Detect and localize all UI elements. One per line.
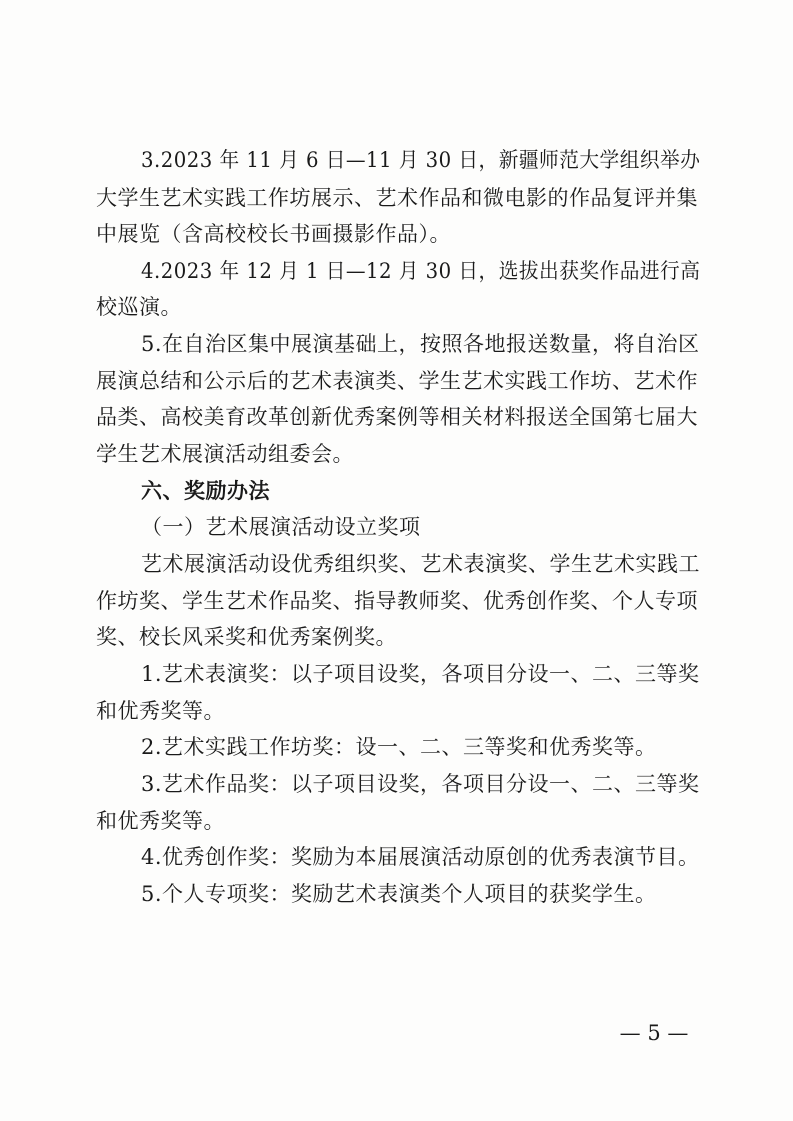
award-item-5: 5.个人专项奖：奖励艺术表演类个人项目的获奖学生。 <box>141 882 657 906</box>
section-heading-rewards: 六、奖励办法 <box>141 479 270 503</box>
award-item-3-line-1: 3.艺术作品奖：以子项目设奖，各项目分设一、二、三等奖 <box>141 772 700 796</box>
paragraph-4-line-1: 4.2023 年 12 月 1 日—12 月 30 日，选拔出获奖作品进行高 <box>141 259 701 283</box>
awards-intro-line-3: 奖、校长风采奖和优秀案例奖。 <box>96 625 397 649</box>
award-item-2: 2.艺术实践工作坊奖：设一、二、三等奖和优秀奖等。 <box>141 735 657 759</box>
paragraph-3-line-1: 3.2023 年 11 月 6 日—11 月 30 日，新疆师范大学组织举办 <box>141 148 701 172</box>
subsection-heading-awards: （一）艺术展演活动设立奖项 <box>141 515 421 539</box>
award-item-1-line-2: 和优秀奖等。 <box>96 699 225 723</box>
paragraph-5-line-4: 学生艺术展演活动组委会。 <box>96 442 354 466</box>
paragraph-5-line-2: 展演总结和公示后的艺术表演类、学生艺术实践工作坊、艺术作 <box>96 369 698 393</box>
paragraph-3-line-2: 大学生艺术实践工作坊展示、艺术作品和微电影的作品复评并集 <box>96 186 698 210</box>
page-number: — 5 — <box>619 1021 689 1045</box>
award-item-3-line-2: 和优秀奖等。 <box>96 809 225 833</box>
awards-intro-line-1: 艺术展演活动设优秀组织奖、艺术表演奖、学生艺术实践工 <box>141 552 700 576</box>
paragraph-3-line-3: 中展览（含高校校长书画摄影作品）。 <box>96 222 451 246</box>
paragraph-5-line-3: 品类、高校美育改革创新优秀案例等相关材料报送全国第七届大 <box>96 405 698 429</box>
award-item-4: 4.优秀创作奖：奖励为本届展演活动原创的优秀表演节目。 <box>141 845 700 869</box>
award-item-1-line-1: 1.艺术表演奖：以子项目设奖，各项目分设一、二、三等奖 <box>141 662 700 686</box>
awards-intro-line-2: 作坊奖、学生艺术作品奖、指导教师奖、优秀创作奖、个人专项 <box>96 589 698 613</box>
paragraph-4-line-2: 校巡演。 <box>96 295 182 319</box>
paragraph-5-line-1: 5.在自治区集中展演基础上，按照各地报送数量，将自治区 <box>141 332 700 356</box>
